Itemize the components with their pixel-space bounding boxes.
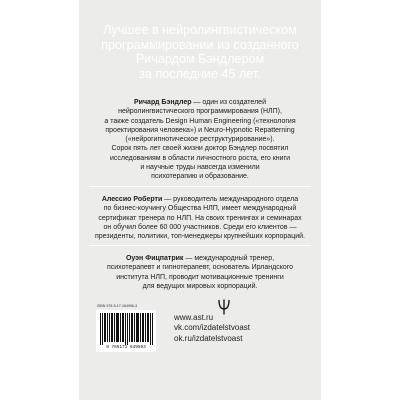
bio-line: а также создатель Design Human Engineering («технология xyxy=(104,117,296,125)
barcode xyxy=(96,310,156,352)
author-name: Оуэн Фицпатрик xyxy=(125,255,184,262)
publisher-links xyxy=(174,313,314,344)
bio-line: и научные труды навсегда изменили xyxy=(140,164,260,172)
barcode-digits: 9 785171 649593 xyxy=(106,345,146,350)
headline-line: за последние 45 лет. xyxy=(139,66,261,81)
cover-headline xyxy=(79,23,321,81)
bio-line: по бизнес-коучингу Общества НЛП, имеет международный xyxy=(103,205,297,213)
headline-line: программировании из созданного xyxy=(101,37,299,52)
bio-line: («нейрогипнотическое реструктурирование»). xyxy=(125,136,275,144)
bio-line: института НЛП, проводит мотивационные тренинги xyxy=(116,273,284,281)
bio-line: исследованиям в области личностного роста, его книги xyxy=(109,154,291,162)
bio-line xyxy=(89,195,311,204)
bio-line xyxy=(89,98,311,107)
bio-text: — один из создателей xyxy=(191,99,266,106)
barcode-bars-icon xyxy=(99,313,153,345)
bio-line: он обучил более 60 000 участников. Среди его клиентов — xyxy=(103,223,297,231)
bio-line: нейролингвистического программирования (НЛП), xyxy=(118,108,282,116)
section-divider xyxy=(89,245,311,246)
headline-line: Лучшее в нейролингвистическом xyxy=(103,23,297,37)
publisher-link[interactable]: vk.com/izdatelstvoast xyxy=(174,323,251,333)
author-bio-fitzpatrick xyxy=(89,254,311,291)
bio-line: президенты, политики, топ-менеджеры крупнейших корпораций. xyxy=(95,233,305,241)
bio-line: Сорок пять лет своей жизни доктор Бэндлер посвятил xyxy=(111,145,289,153)
author-name: Ричард Бэндлер xyxy=(134,99,192,106)
publisher-link[interactable]: www.ast.ru xyxy=(174,313,214,322)
bio-line xyxy=(89,254,311,263)
headline-line: Ричардом Бэндлером xyxy=(135,52,265,67)
bio-line: для ведущих мировых корпораций. xyxy=(142,282,258,290)
publisher-link[interactable]: ok.ru/izdatelstvoast xyxy=(174,333,243,343)
author-bio-roberti xyxy=(89,195,311,241)
book-back-cover xyxy=(79,0,321,400)
isbn-text: ISBN 978-5-17-164956-3 xyxy=(97,304,138,308)
bio-line: сертификат тренера по НЛП. На своих тренингах и семинарах xyxy=(98,214,302,222)
bio-line: проектирования человека») и Neuro-Hypnotic Repatterning xyxy=(105,126,295,134)
author-name: Алессио Роберти xyxy=(101,196,163,203)
author-bio-bandler xyxy=(89,98,311,182)
section-divider xyxy=(89,186,311,187)
bio-text: — международный тренер, xyxy=(183,255,275,262)
bio-text: — руководитель международного отдела xyxy=(162,196,299,203)
bio-line: психотерапию и образование. xyxy=(151,173,249,181)
bio-line: психотерапевт и гипнотерапевт, основатель Ирландского xyxy=(106,264,294,272)
